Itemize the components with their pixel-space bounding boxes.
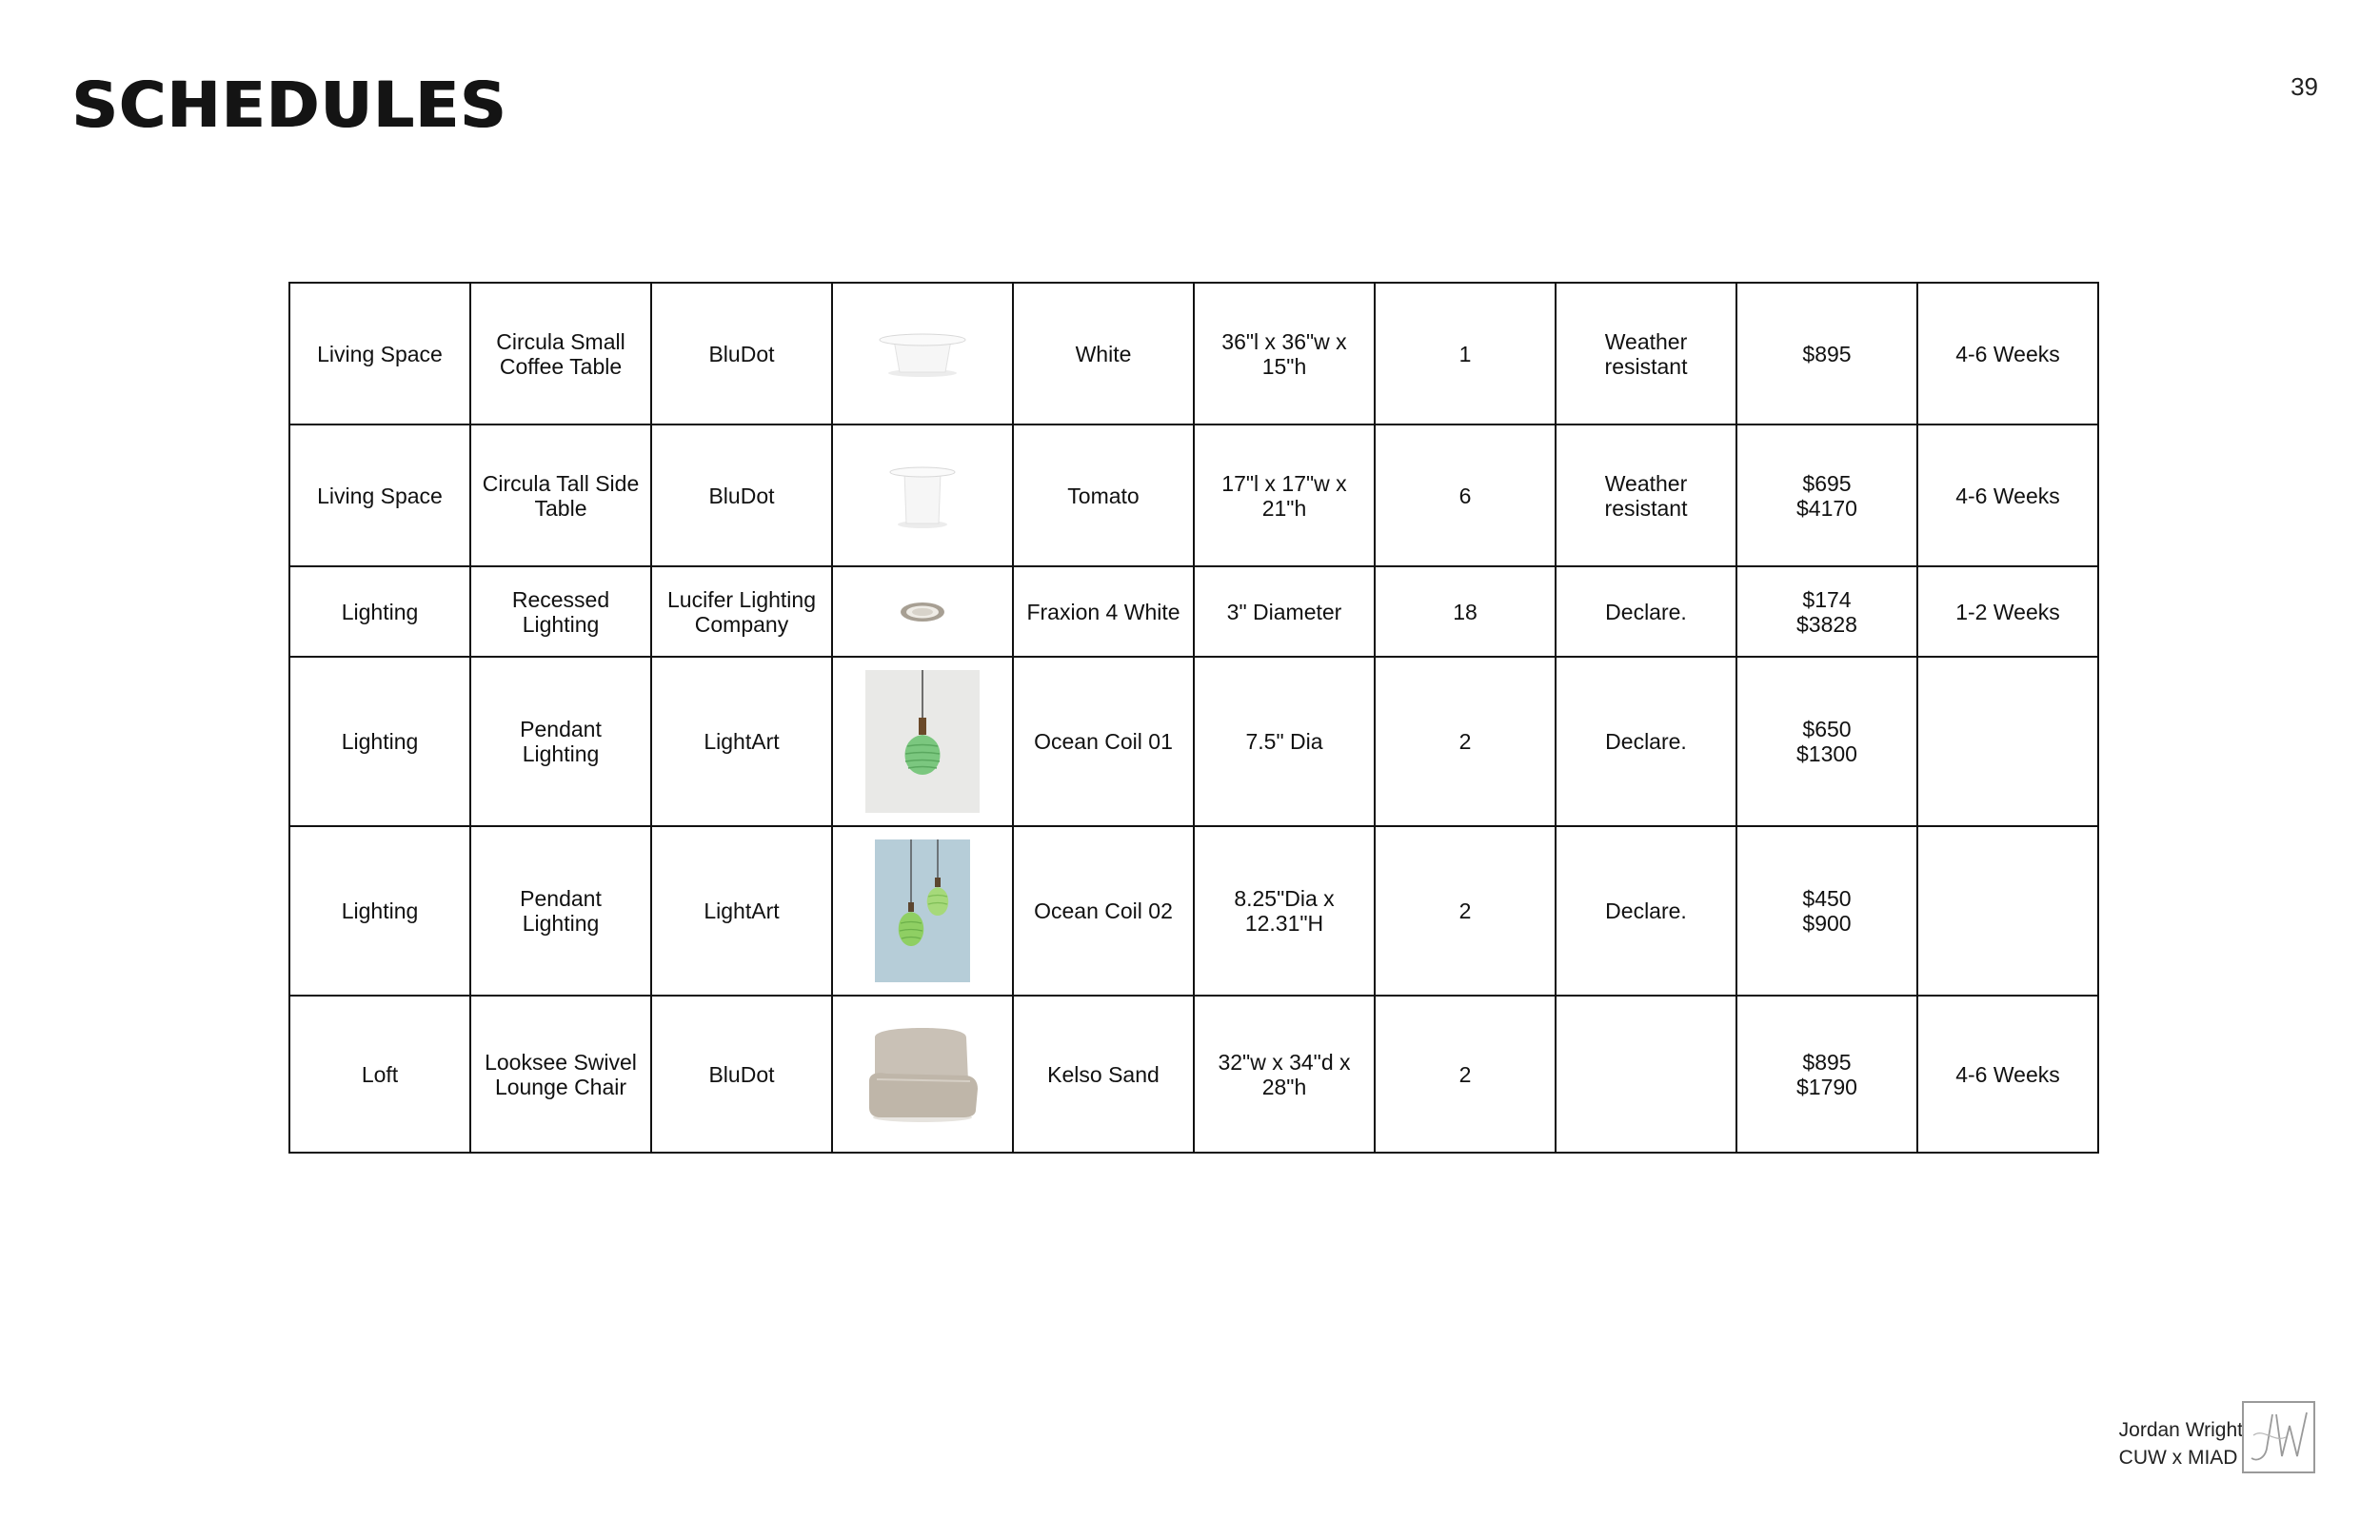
finish-cell: Ocean Coil 01 xyxy=(1013,657,1194,826)
item-cell: Pendant Lighting xyxy=(470,657,651,826)
manufacturer-cell: BluDot xyxy=(651,424,832,566)
manufacturer-cell: BluDot xyxy=(651,996,832,1153)
image-cell xyxy=(832,283,1013,424)
image-cell xyxy=(832,826,1013,996)
dimensions-cell: 3" Diameter xyxy=(1194,566,1375,657)
area-cell: Lighting xyxy=(289,657,470,826)
lead-time-cell xyxy=(1917,657,2098,826)
area-cell: Living Space xyxy=(289,424,470,566)
manufacturer-cell: BluDot xyxy=(651,283,832,424)
dimensions-cell: 36"l x 36"w x 15"h xyxy=(1194,283,1375,424)
notes-cell: Declare. xyxy=(1556,826,1736,996)
table-row xyxy=(289,283,2276,424)
total-price: $1300 xyxy=(1796,741,1857,766)
notes-cell: Declare. xyxy=(1556,657,1736,826)
lead-time-cell xyxy=(1917,826,2098,996)
lounge-chair-image xyxy=(863,1024,982,1124)
lead-time-cell: 4-6 Weeks xyxy=(1917,424,2098,566)
notes-cell: Weather resistant xyxy=(1556,424,1736,566)
dimensions-cell: 7.5" Dia xyxy=(1194,657,1375,826)
manufacturer-cell: LightArt xyxy=(651,826,832,996)
finish-cell: Ocean Coil 02 xyxy=(1013,826,1194,996)
qty-cell: 2 xyxy=(1375,657,1556,826)
unit-price: $895 xyxy=(1802,341,1852,366)
price-cell xyxy=(1736,996,1917,1153)
finish-cell: Fraxion 4 White xyxy=(1013,566,1194,657)
finish-cell: Kelso Sand xyxy=(1013,996,1194,1153)
lead-time-cell: 4-6 Weeks xyxy=(1917,283,2098,424)
area-cell: Lighting xyxy=(289,566,470,657)
table-row xyxy=(289,566,2276,657)
lead-time-cell: 4-6 Weeks xyxy=(1917,996,2098,1153)
dimensions-cell: 32"w x 34"d x 28"h xyxy=(1194,996,1375,1153)
lead-time-cell: 1-2 Weeks xyxy=(1917,566,2098,657)
qty-cell: 6 xyxy=(1375,424,1556,566)
jw-monogram-logo xyxy=(2242,1401,2315,1473)
schedule-table xyxy=(288,282,2277,1154)
dimensions-cell: 8.25"Dia x 12.31"H xyxy=(1194,826,1375,996)
area-cell: Loft xyxy=(289,996,470,1153)
qty-cell: 2 xyxy=(1375,826,1556,996)
unit-price: $174 xyxy=(1802,586,1852,612)
price-cell xyxy=(1736,566,1917,657)
white-coffee-table-image xyxy=(875,330,970,378)
green-pendant-image xyxy=(865,670,980,813)
total-price: $3828 xyxy=(1796,611,1857,637)
table-row xyxy=(289,424,2276,566)
unit-price: $450 xyxy=(1802,886,1852,911)
unit-price: $650 xyxy=(1802,717,1852,741)
page-title: SCHEDULES xyxy=(72,69,508,142)
white-side-table-image xyxy=(880,463,965,529)
table-row xyxy=(289,657,2276,826)
finish-cell: Tomato xyxy=(1013,424,1194,566)
item-cell: Circula Small Coffee Table xyxy=(470,283,651,424)
manufacturer-cell: Lucifer Lighting Company xyxy=(651,566,832,657)
price-cell xyxy=(1736,283,1917,424)
item-cell: Recessed Lighting xyxy=(470,566,651,657)
area-cell: Living Space xyxy=(289,283,470,424)
qty-cell: 18 xyxy=(1375,566,1556,657)
total-price: $900 xyxy=(1802,911,1852,936)
table-row xyxy=(289,826,2276,996)
unit-price: $895 xyxy=(1802,1049,1852,1075)
manufacturer-cell: LightArt xyxy=(651,657,832,826)
author-program: CUW x MIAD xyxy=(2118,1447,2238,1469)
dimensions-cell: 17"l x 17"w x 21"h xyxy=(1194,424,1375,566)
notes-cell: Weather resistant xyxy=(1556,283,1736,424)
image-cell xyxy=(832,996,1013,1153)
qty-cell: 1 xyxy=(1375,283,1556,424)
price-cell xyxy=(1736,424,1917,566)
item-cell: Circula Tall Side Table xyxy=(470,424,651,566)
double-green-pendant-image xyxy=(875,839,970,982)
page-number: 39 xyxy=(2291,72,2318,101)
price-cell xyxy=(1736,657,1917,826)
image-cell xyxy=(832,657,1013,826)
notes-cell: Declare. xyxy=(1556,566,1736,657)
total-price: $1790 xyxy=(1796,1074,1857,1099)
recessed-downlight-image xyxy=(894,598,951,626)
image-cell xyxy=(832,566,1013,657)
price-cell xyxy=(1736,826,1917,996)
qty-cell: 2 xyxy=(1375,996,1556,1153)
image-cell xyxy=(832,424,1013,566)
author-credit xyxy=(2119,1416,2243,1471)
item-cell: Pendant Lighting xyxy=(470,826,651,996)
table-row xyxy=(289,996,2276,1153)
area-cell: Lighting xyxy=(289,826,470,996)
item-cell: Looksee Swivel Lounge Chair xyxy=(470,996,651,1153)
finish-cell: White xyxy=(1013,283,1194,424)
notes-cell xyxy=(1556,996,1736,1153)
total-price: $4170 xyxy=(1796,495,1857,521)
author-name: Jordan Wright xyxy=(2118,1419,2243,1441)
unit-price: $695 xyxy=(1802,470,1852,496)
